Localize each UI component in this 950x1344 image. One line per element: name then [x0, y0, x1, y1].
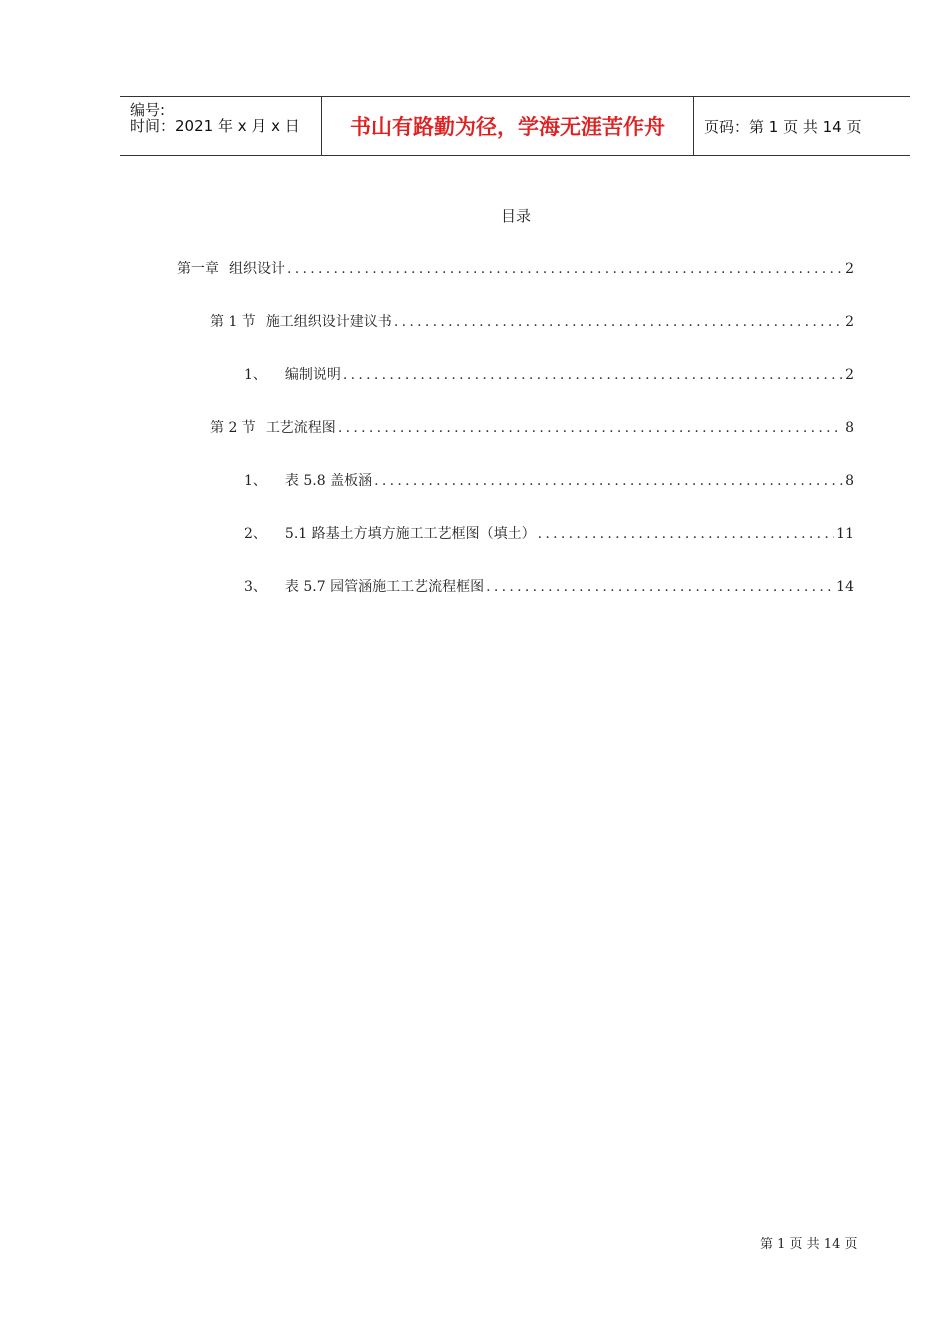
toc-entry-number: 3、 [244, 579, 267, 595]
toc-entry-item-1-1[interactable] [244, 364, 854, 384]
document-number-label: 编号: [130, 101, 166, 119]
toc-dot-leader [538, 526, 835, 542]
toc-entry-label: 编制说明 [284, 367, 341, 383]
header-pager-cell [694, 97, 910, 155]
toc-dot-leader [287, 261, 843, 277]
toc-entry-item-2-3[interactable] [244, 576, 854, 596]
toc-entry-page: 2 [845, 261, 854, 277]
toc-entry-label: 5.1 路基土方填方施工工艺框图（填土） [284, 526, 536, 542]
toc-entry-item-2-1[interactable] [244, 470, 854, 490]
toc-entry-page: 11 [836, 526, 854, 542]
toc-dot-leader [486, 579, 834, 595]
toc-dot-leader [338, 420, 843, 436]
toc-entry-number: 第 1 节 [210, 314, 256, 330]
toc-entry-section-2[interactable] [210, 417, 854, 437]
toc-entry-chapter-1[interactable] [177, 258, 854, 278]
document-time-label: 时间：2021 年 x 月 x 日 [130, 117, 300, 135]
toc-dot-leader [374, 473, 843, 489]
toc-entry-item-2-2[interactable] [244, 523, 854, 543]
toc-entry-label: 表 5.7 园管涵施工工艺流程框图 [284, 579, 485, 595]
toc-entry-number: 1、 [244, 473, 267, 489]
toc-entry-number: 1、 [244, 367, 267, 383]
toc-entry-label: 施工组织设计建议书 [265, 314, 392, 330]
toc-entry-label: 工艺流程图 [265, 420, 336, 436]
toc-entry-section-1[interactable] [210, 311, 854, 331]
header-meta [120, 97, 321, 155]
toc-entry-page: 2 [845, 314, 854, 330]
toc-dot-leader [343, 367, 843, 383]
toc-entry-page: 14 [836, 579, 854, 595]
header-motto: 书山有路勤为径，学海无涯苦作舟 [350, 115, 665, 139]
toc-entry-page: 8 [845, 420, 854, 436]
toc-entry-label: 表 5.8 盖板涵 [284, 473, 373, 489]
toc-entry-number: 第 2 节 [210, 420, 256, 436]
footer-page-info: 第 1 页 共 14 页 [760, 1237, 858, 1252]
toc-entry-number: 2、 [244, 526, 267, 542]
toc-dot-leader [394, 314, 843, 330]
header-motto-cell [321, 97, 694, 155]
header-page-info: 页码：第 1 页 共 14 页 [704, 117, 862, 136]
toc-entry-page: 8 [845, 473, 854, 489]
page-header [120, 96, 910, 156]
toc-entry-label: 组织设计 [229, 261, 285, 277]
toc-entry-number: 第一章 [177, 261, 219, 277]
toc-entry-page: 2 [845, 367, 854, 383]
toc-title: 目录 [500, 207, 531, 225]
